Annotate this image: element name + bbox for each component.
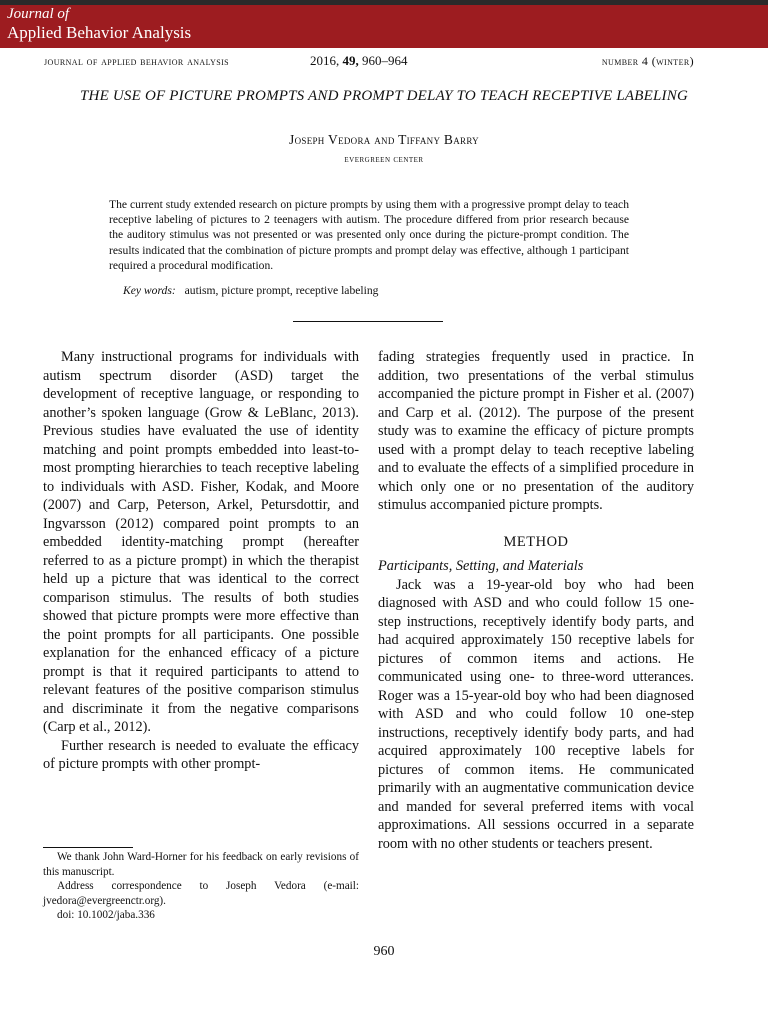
intro-paragraph-1: Many instructional programs for individuals with autism spectrum disorder (ASD) target the development of receptive language, or responding to another’s spoken language (Grow & LeBlanc, 2013). Previous studies have evaluated the use of identity matching and point prompts embedded into least-to-most prompting hierarchies to teach receptive labeling to individuals with ASD. Fisher, Kodak, and Moore (2007) and Carp, Peterson, Arkel, Petursdottir, and Ingvarsson (2012) compared point prompts to an embedded identity-matching prompt (hereafter referred to as a picture prompt) in which the therapist held up a picture that was identical to the correct comparison stimulus. The results of both studies showed that picture prompts were more effective than the point prompts for all participants. One possible explanation for the enhanced efficacy of a picture prompt is that it required participants to attend to relevant features of the positive comparison stimulus and discriminate it from the negative comparisons (Carp et al., 2012). (43, 349, 359, 735)
journal-logo-line2: Applied Behavior Analysis (7, 23, 192, 42)
citation-volume: 49, (342, 53, 359, 68)
banner-top-strip (0, 0, 768, 5)
page-number: 960 (373, 944, 395, 959)
keywords-list: autism, picture prompt, receptive labeling (184, 284, 379, 297)
running-head-journal: journal of applied behavior analysis (44, 54, 230, 68)
footnote-acknowledgment: We thank John Ward-Horner for his feedback on early revisions of this manuscript. (43, 851, 359, 878)
keywords-label: Key words: (123, 284, 176, 297)
method-heading: METHOD (503, 533, 569, 550)
author-affiliation: evergreen center (344, 155, 424, 165)
footnote-correspondence: Address correspondence to Joseph Vedora (e-mail: jvedora@evergreenctr.org). (43, 880, 359, 907)
intro-paragraph-continued: fading strategies frequently used in practice. In addition, two presentations of the verbal stimulus accompanied the picture prompt in Fisher et al. (2007) and Carp et al. (2012). The purpose of the present study was to examine the efficacy of picture prompts used with a prompt delay to teach receptive labeling and to evaluate the effects of a simplified procedure in which only one or no presentation of the auditory stimulus accompanied picture prompts. (378, 349, 694, 513)
running-head-issue: number 4 (winter) (601, 54, 694, 68)
running-head (44, 54, 694, 70)
abstract: The current study extended research on picture prompts by using them with a progressive prompt delay to teach receptive labeling of pictures to 2 teenagers with autism. The procedure differed from prior research because the auditory stimulus was not presented or was presented only once during the picture-prompt condition. The results indicated that the combination of picture prompts and prompt delay was effective, although 1 participant required a procedural modification. (109, 198, 629, 272)
intro-paragraph-2: Further research is needed to evaluate the efficacy of picture prompts with other prompt- (43, 737, 359, 772)
participants-subheading: Participants, Setting, and Materials (378, 558, 584, 574)
section-divider (293, 321, 443, 322)
article-authors: Joseph Vedora and Tiffany Barry (289, 132, 479, 147)
citation-year: 2016, (310, 53, 340, 68)
right-column (378, 348, 694, 853)
footnote-rule (43, 847, 133, 848)
citation-pages: 960–964 (362, 53, 408, 68)
footnote-doi: doi: 10.1002/jaba.336 (57, 909, 155, 921)
journal-logo (7, 7, 191, 41)
journal-banner (0, 0, 768, 48)
keywords (123, 283, 623, 298)
participants-paragraph: Jack was a 19-year-old boy who had been diagnosed with ASD and who could follow 15 one-step instructions, receptively identify body parts, and had acquired approximately 150 receptive labels for pictures of common items and actions. He communicated using one- to three-word utterances. Roger was a 15-year-old boy who had been diagnosed with ASD and who could follow 10 one-step instructions, receptively identify body parts, and had acquired approximately 100 receptive labels for pictures of common items. He communicated primarily with an augmentative communication device and manded for several preferred items with vocal approximations. All sessions occurred in a separate room with no other students or teachers present. (378, 576, 694, 852)
left-column (43, 348, 359, 774)
article-title: THE USE OF PICTURE PROMPTS AND PROMPT DELAY TO TEACH RECEPTIVE LABELING (80, 88, 688, 104)
journal-logo-line1: Journal of (7, 6, 70, 22)
running-head-citation (310, 53, 408, 69)
footnotes (43, 850, 359, 923)
